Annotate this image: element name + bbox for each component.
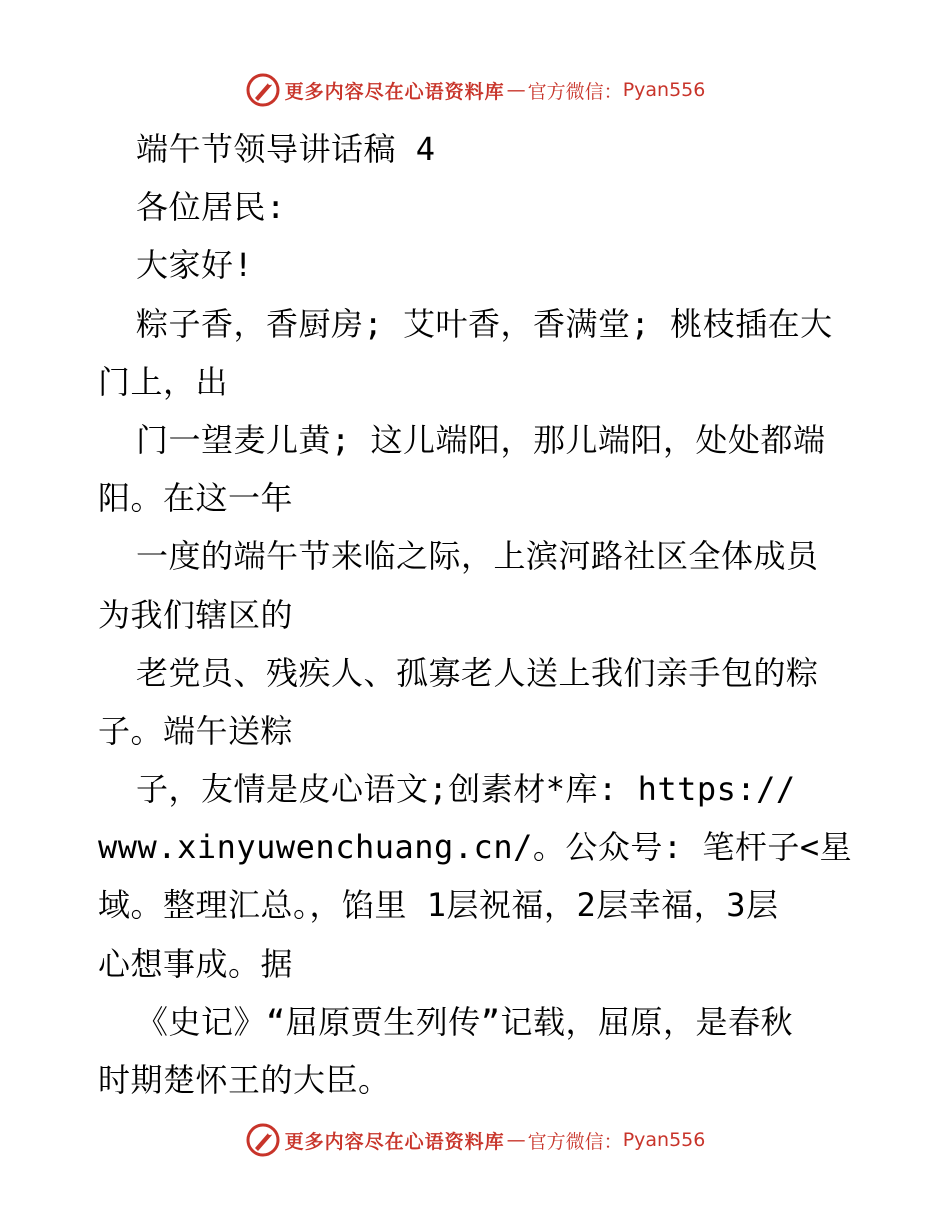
paragraph-line: 子。端午送粽 <box>98 711 294 750</box>
paragraph-line: 时期楚怀王的大臣。 <box>98 1061 391 1099</box>
document-body <box>98 120 858 1109</box>
banner-wechat-label: 官方微信： <box>527 1130 623 1153</box>
paragraph-line: 一度的端午节来临之际，上滨河路社区全体成员 <box>136 537 819 576</box>
pen-logo-icon <box>245 72 281 108</box>
paragraph-line: 阳。在这一年 <box>98 479 294 518</box>
pen-logo-icon <box>245 1122 281 1158</box>
paragraph-line: 门上，出 <box>98 362 229 401</box>
paragraph-line: 《史记》“屈原贾生列传”记载，屈原，是春秋 <box>136 1002 794 1041</box>
paragraph-line: 心想事成。据 <box>98 944 294 983</box>
paragraph-line: www.xinyuwenchuang.cn/。公众号: 笔杆子<星 <box>98 828 853 867</box>
header-banner <box>0 70 950 110</box>
banner-dash: — <box>506 1129 526 1151</box>
paragraph-line: 子，友情是皮心语文;创素材*库: https:// <box>136 770 796 809</box>
banner-text: 更多内容尽在心语资料库 <box>284 1130 505 1153</box>
banner-wechat-id: Pyan556 <box>622 79 706 101</box>
salutation: 各位居民: <box>136 188 286 227</box>
banner-dash: — <box>506 79 526 101</box>
footer-banner <box>0 1120 950 1160</box>
banner-wechat-id: Pyan556 <box>622 1129 706 1151</box>
paragraph-line: 门一望麦儿黄; 这儿端阳，那儿端阳，处处都端 <box>136 420 826 459</box>
greeting: 大家好! <box>136 246 254 285</box>
paragraph-line: 老党员、残疾人、孤寡老人送上我们亲手包的粽 <box>136 653 819 692</box>
paragraph-line: 为我们辖区的 <box>98 595 294 634</box>
paragraph-line: 粽子香，香厨房; 艾叶香，香满堂; 桃枝插在大 <box>136 304 833 343</box>
banner-text: 更多内容尽在心语资料库 <box>284 80 505 103</box>
banner-wechat-label: 官方微信： <box>527 80 623 103</box>
paragraph-line: 域。整理汇总。，馅里 1层祝福，2层幸福，3层 <box>98 886 779 925</box>
document-title: 端午节领导讲话稿 4 <box>136 130 436 168</box>
